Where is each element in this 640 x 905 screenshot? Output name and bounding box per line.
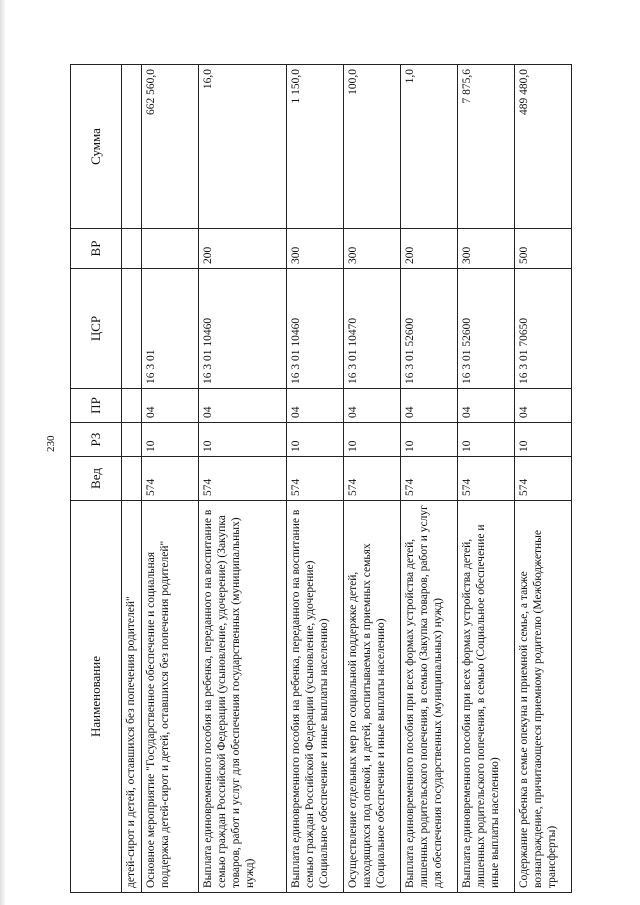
- row-ved: 574: [401, 457, 458, 501]
- row-vr: 500: [515, 229, 572, 269]
- row-rz: 10: [142, 423, 199, 457]
- row-sum: 662 560,0: [142, 65, 199, 229]
- table-row: [458, 65, 515, 893]
- row-name: Выплата единовременного пособия на ребенка, переданного на воспитание в семью граждан Российской Федерации (усыновление, удочерение) (Социальное обеспечение и иные выплаты населению): [287, 501, 344, 893]
- row-ved: 574: [344, 457, 401, 501]
- row-pr: 04: [142, 389, 199, 423]
- table-row: [287, 65, 344, 893]
- row-sum: 16,0: [199, 65, 287, 229]
- row-csr: 16 3 01 52600: [401, 269, 458, 389]
- row-ved: 574: [515, 457, 572, 501]
- row-name: Содержание ребенка в семье опекуна и приемной семье, а также вознаграждение, причитающееся приемному родителю (Межбюджетные трансферты): [515, 501, 572, 893]
- header-rz: РЗ: [71, 423, 122, 457]
- header-name: Наименование: [71, 501, 122, 893]
- row-pr: 04: [401, 389, 458, 423]
- row-ved: 574: [142, 457, 199, 501]
- header-ved: Вед: [71, 457, 122, 501]
- row-vr: 200: [199, 229, 287, 269]
- row-rz: 10: [458, 423, 515, 457]
- row-rz: 10: [515, 423, 572, 457]
- row-name: Выплата единовременного пособия на ребенка, переданного на воспитание в семью граждан Российской Федерации (усыновление, удочерение) (Закупка товаров, работ и услуг для обеспечения государственных (муниципальных) нужд): [199, 501, 287, 893]
- table-row: [199, 65, 287, 893]
- row-sum: 489 480,0: [515, 65, 572, 229]
- row-csr: 16 3 01 10460: [199, 269, 287, 389]
- section-row: [122, 65, 142, 893]
- row-sum: 1,0: [401, 65, 458, 229]
- row-pr: 04: [199, 389, 287, 423]
- header-sum: Сумма: [71, 65, 122, 229]
- row-pr: 04: [458, 389, 515, 423]
- header-pr: ПР: [71, 389, 122, 423]
- row-name: Выплата единовременного пособия при всех формах устройства детей, лишенных родительского попечения, в семью (Закупка товаров, работ и услуг для обеспечения государственных (муниципальных) нужд): [401, 501, 458, 893]
- header-csr: ЦСР: [71, 269, 122, 389]
- row-ved: 574: [199, 457, 287, 501]
- header-vr: ВР: [71, 229, 122, 269]
- table-row: [401, 65, 458, 893]
- row-rz: 10: [287, 423, 344, 457]
- row-vr: [142, 229, 199, 269]
- row-rz: 10: [199, 423, 287, 457]
- row-ved: 574: [287, 457, 344, 501]
- row-rz: 10: [401, 423, 458, 457]
- row-csr: 16 3 01 52600: [458, 269, 515, 389]
- row-pr: 04: [344, 389, 401, 423]
- row-pr: 04: [515, 389, 572, 423]
- row-name: Основное мероприятие "Государственное обеспечение и социальная поддержка детей-сирот и детей, оставшихся без попечения родителей": [142, 501, 199, 893]
- table-row: [515, 65, 572, 893]
- row-sum: 7 875,6: [458, 65, 515, 229]
- row-vr: 200: [401, 229, 458, 269]
- rotated-table-container: [70, 65, 607, 893]
- row-name: Выплата единовременного пособия при всех формах устройства детей, лишенных родительского попечения, в семью (Социальное обеспечение и иные выплаты населению): [458, 501, 515, 893]
- row-vr: 300: [458, 229, 515, 269]
- section-title: детей-сирот и детей, оставшихся без попечения родителей": [122, 501, 142, 893]
- page-number: 230: [45, 435, 57, 452]
- scan-edge: [0, 0, 6, 905]
- row-vr: 300: [287, 229, 344, 269]
- row-pr: 04: [287, 389, 344, 423]
- header-row: [71, 65, 122, 893]
- row-ved: 574: [458, 457, 515, 501]
- row-sum: 100,0: [344, 65, 401, 229]
- row-csr: 16 3 01 10470: [344, 269, 401, 389]
- row-name: Осуществление отдельных мер по социальной поддержке детей, находящихся под опекой, и детей, воспитываемых в приемных семьях (Социальное обеспечение и иные выплаты населению): [344, 501, 401, 893]
- table-row: [142, 65, 199, 893]
- row-csr: 16 3 01 70650: [515, 269, 572, 389]
- row-sum: 1 150,0: [287, 65, 344, 229]
- row-vr: 300: [344, 229, 401, 269]
- row-csr: 16 3 01 10460: [287, 269, 344, 389]
- row-csr: 16 3 01: [142, 269, 199, 389]
- budget-table: [70, 64, 572, 893]
- table-row: [344, 65, 401, 893]
- row-rz: 10: [344, 423, 401, 457]
